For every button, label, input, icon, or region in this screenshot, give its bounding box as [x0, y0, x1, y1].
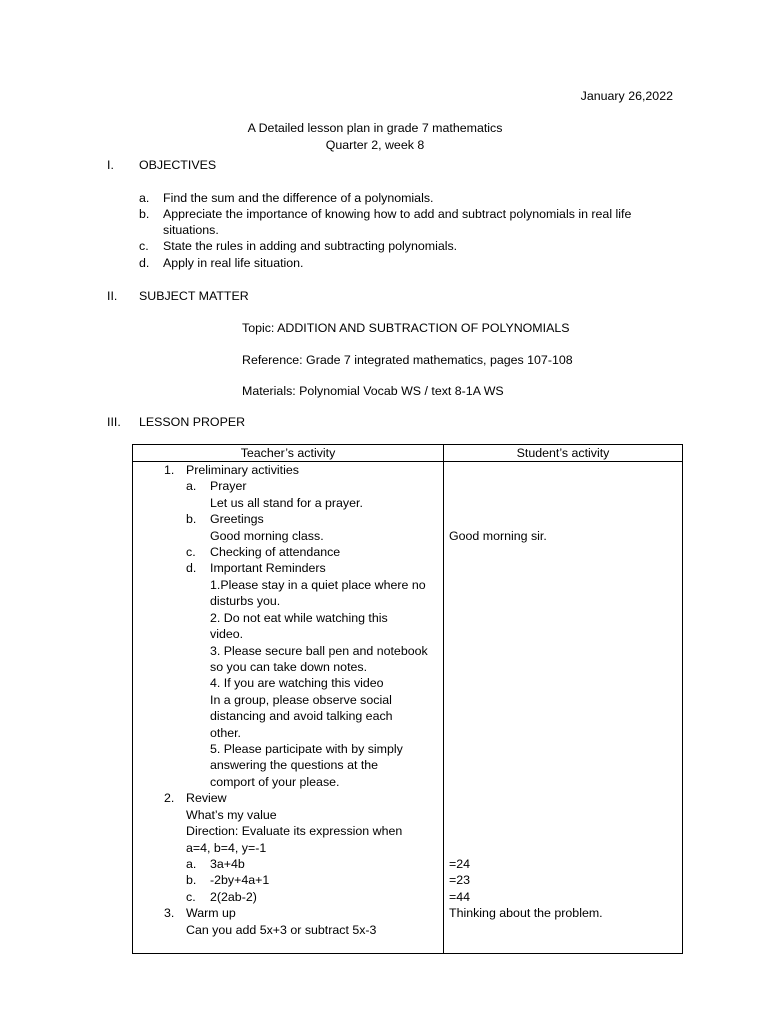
- objective-text: Appreciate the importance of knowing how to add and subtract polynomials in real life situations.: [163, 207, 632, 238]
- reminder-line: so you can take down notes.: [210, 660, 368, 675]
- student-response: Good morning sir.: [449, 529, 547, 544]
- activity-line: What’s my value: [186, 808, 277, 823]
- student-response: Thinking about the problem.: [449, 906, 603, 921]
- lesson-table: [132, 444, 683, 954]
- activity-heading: Warm up: [186, 906, 236, 921]
- objective-marker: c.: [139, 239, 149, 253]
- reminder-line: 5. Please participate with by simply: [210, 742, 403, 757]
- activity-line: Good morning class.: [210, 529, 324, 544]
- table-header-teacher: Teacher’s activity: [133, 445, 444, 462]
- activity-subheading: Prayer: [210, 479, 247, 494]
- section-number-subject-matter: II.: [107, 289, 118, 303]
- section-title-objectives: OBJECTIVES: [139, 158, 217, 172]
- activity-heading: Preliminary activities: [186, 463, 299, 478]
- table-header-student: Student’s activity: [444, 445, 683, 462]
- objective-text: Apply in real life situation.: [163, 256, 304, 270]
- activity-line: Can you add 5x+3 or subtract 5x-3: [186, 923, 377, 938]
- section-title-subject-matter: SUBJECT MATTER: [139, 289, 249, 303]
- document-subtitle: Quarter 2, week 8: [325, 138, 425, 152]
- list-number: 3.: [164, 906, 175, 921]
- document-date: January 26,2022: [580, 89, 673, 103]
- reminder-line: other.: [210, 726, 242, 741]
- reminder-line: 2. Do not eat while watching this: [210, 611, 388, 626]
- activity-heading: Review: [186, 791, 227, 806]
- reminder-line: 1.Please stay in a quiet place where no: [210, 578, 426, 593]
- section-title-lesson-proper: LESSON PROPER: [139, 415, 246, 429]
- subject-topic: Topic: ADDITION AND SUBTRACTION OF POLYNOMIALS: [242, 321, 570, 335]
- reminder-line: 4. If you are watching this video: [210, 676, 384, 691]
- sub-item-marker: b.: [186, 873, 197, 888]
- student-response: =23: [449, 873, 471, 888]
- activity-line: Direction: Evaluate its expression when: [186, 824, 403, 839]
- reminder-line: answering the questions at the: [210, 758, 379, 773]
- objective-text: State the rules in adding and subtracting polynomials.: [163, 239, 458, 253]
- expression-line: -2by+4a+1: [210, 873, 270, 888]
- reminder-line: distancing and avoid talking each: [210, 709, 393, 724]
- reminder-line: comport of your please.: [210, 775, 340, 790]
- document-title: A Detailed lesson plan in grade 7 mathematics: [247, 121, 503, 135]
- sub-item-marker: a.: [186, 857, 197, 872]
- student-response: =44: [449, 890, 471, 905]
- sub-item-marker: a.: [186, 479, 197, 494]
- objective-marker: a.: [139, 191, 150, 205]
- subject-materials: Materials: Polynomial Vocab WS / text 8-1A WS: [242, 384, 504, 398]
- objective-text: Find the sum and the difference of a polynomials.: [163, 191, 434, 205]
- objective-marker: b.: [139, 207, 150, 221]
- sub-item-marker: c.: [186, 890, 196, 905]
- activity-line: a=4, b=4, y=-1: [186, 841, 267, 856]
- sub-item-marker: d.: [186, 561, 197, 576]
- subject-reference: Reference: Grade 7 integrated mathematics, pages 107-108: [242, 353, 573, 367]
- section-number-lesson-proper: III.: [107, 415, 121, 429]
- activity-subheading: Important Reminders: [210, 561, 326, 576]
- sub-item-marker: b.: [186, 512, 197, 527]
- expression-line: 3a+4b: [210, 857, 245, 872]
- list-number: 2.: [164, 791, 175, 806]
- activity-subheading: Greetings: [210, 512, 264, 527]
- teacher-activity-cell: [133, 462, 444, 954]
- activity-line: Let us all stand for a prayer.: [210, 496, 363, 511]
- activity-subheading: Checking of attendance: [210, 545, 341, 560]
- student-response: =24: [449, 857, 471, 872]
- sub-item-marker: c.: [186, 545, 196, 560]
- expression-line: 2(2ab-2): [210, 890, 257, 905]
- objective-marker: d.: [139, 256, 150, 270]
- student-activity-cell: [444, 462, 683, 954]
- section-number-objectives: I.: [107, 158, 114, 172]
- reminder-line: In a group, please observe social: [210, 693, 392, 708]
- reminder-line: disturbs you.: [210, 594, 281, 609]
- reminder-line: 3. Please secure ball pen and notebook: [210, 644, 428, 659]
- list-number: 1.: [164, 463, 175, 478]
- reminder-line: video.: [210, 627, 244, 642]
